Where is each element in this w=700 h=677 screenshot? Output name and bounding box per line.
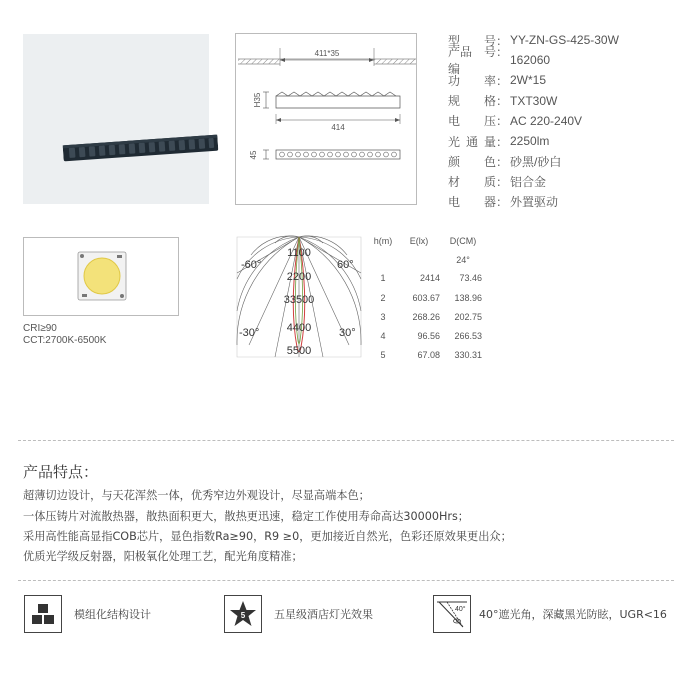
spec-label [448,133,510,150]
spec-value: AC 220-240V [510,113,583,128]
header-cell: h(m) [373,236,393,246]
spec-row [448,131,698,151]
badge-text: 模组化结构设计 [74,608,151,621]
table-cell: 67.08 [417,350,440,361]
cob-chip-icon [24,238,180,317]
badge-text: 40°遮光角，深藏黑光防眩，UGR<16 [479,608,667,621]
cob-chip-panel [23,237,179,316]
spec-label-char: 光 [448,134,461,149]
spec-label-char: 电 [448,195,461,210]
section-divider [18,440,674,441]
table-cell: 2 [380,292,386,303]
header-cell: D(CM) [449,236,477,246]
spec-row [448,91,698,111]
length-label: 414 [331,123,345,132]
spec-value: 162060 [510,53,551,68]
spec-label-char: 材 [448,174,461,189]
spec-list [448,30,698,212]
table-cell: 266.53 [454,331,482,342]
modules-icon [24,595,62,633]
spec-label [448,92,510,109]
header-cell: E(lx) [409,236,429,246]
cct-label: CCT:2700K-6500K [23,335,107,346]
spec-label-char: 电 [448,114,461,129]
spec-label-char: 号： [483,33,508,48]
ring-label: 1100 [287,247,311,259]
table-cell: 1 [380,273,386,284]
angle-label: -30° [239,327,260,339]
badge-text: 五星级酒店灯光效果 [274,608,373,621]
feature-line: 优质光学级反射器，阳极氧化处理工艺，配光角度精准； [23,550,303,563]
table-cell: 2414 [419,273,440,284]
ring-label: 4400 [286,322,312,334]
spec-label-char: 型 [448,33,461,48]
shading-angle-icon [433,595,471,633]
ring-label: 5500 [286,345,312,357]
table-cell: 5 [380,350,386,361]
spec-label-char: 压： [483,114,508,129]
product-photo [23,34,209,204]
spec-label-char: 色： [483,154,508,169]
angle-label: 60° [337,259,354,271]
feature-badge [433,595,667,633]
spec-value: 2W*15 [510,73,547,88]
spec-value: YY-ZN-GS-425-30W [510,33,619,48]
ring-label: 33500 [283,294,315,306]
spec-value: 外置驱动 [510,195,559,210]
spec-label-char: 产品编 [448,45,473,77]
feature-badge [224,595,373,633]
spec-row [448,192,698,212]
width-side-label: 45 [249,150,258,160]
feature-line: 采用高性能高显指COB芯片，显色指数Ra≥90，R9 ≥0，更加接近自然光，色彩还原效果更出众； [23,530,512,543]
spec-label-char: 率： [483,73,508,88]
chip-specs [23,323,106,347]
feature-line: 超薄切边设计，与天花浑然一体，优秀窄边外观设计，尽显高端本色； [23,489,370,502]
height-label: H35 [253,92,262,108]
feature-line: 一体压铸片对流散热器，散热面积更大，散热更迅速，稳定工作使用寿命高达30000Hrs； [23,510,469,523]
spec-label-char: 量： [483,134,508,149]
spec-label-char: 通 [465,134,478,149]
table-cell: 268.26 [412,311,440,322]
cut-width-label: 411*35 [314,49,340,58]
spec-row [448,70,698,90]
spec-label [448,112,510,129]
section-divider [18,580,674,581]
spec-label-char: 号： [483,45,508,60]
spec-label [448,173,510,190]
spec-label-char: 质： [483,174,508,189]
angle-label: 30° [339,327,356,339]
spec-label-char: 格： [483,94,508,109]
ring-label: 2200 [286,271,312,283]
polar-light-distribution [235,235,363,359]
spec-label-char: 规 [448,94,461,109]
linear-fixture-image [62,133,218,164]
spec-label-char: 颜 [448,154,461,169]
features-title: 产品特点： [23,463,99,481]
star-number: 5 [240,611,246,620]
spec-value: 砂黑/砂白 [510,154,562,169]
spec-label-char: 功 [448,73,461,88]
spec-label [448,193,510,210]
spec-label [448,153,510,170]
spec-row [448,111,698,131]
beam-angle: 24° [456,255,470,266]
table-cell: 202.75 [454,311,482,322]
table-cell: 3 [380,311,386,322]
spec-row [448,45,698,77]
spec-label-char: 器： [483,195,508,210]
star-badge-icon [224,595,262,633]
table-cell: 73.46 [459,273,482,284]
table-cell: 603.67 [412,292,440,303]
dimension-drawing [235,33,417,205]
angle-text: 40° [455,606,466,613]
spec-row [448,171,698,191]
table-cell: 138.96 [454,292,482,303]
spec-label [448,72,510,89]
table-cell: 96.56 [417,331,440,342]
table-cell: 330.31 [454,350,482,361]
spec-row [448,151,698,171]
angle-label: -60° [241,259,262,271]
spec-value: TXT30W [510,93,558,108]
cri-label: CRI≥90 [23,323,57,334]
spec-value: 2250lm [510,134,550,149]
table-cell: 4 [380,331,386,342]
spec-value: 铝合金 [510,174,547,189]
feature-badge [24,595,151,633]
